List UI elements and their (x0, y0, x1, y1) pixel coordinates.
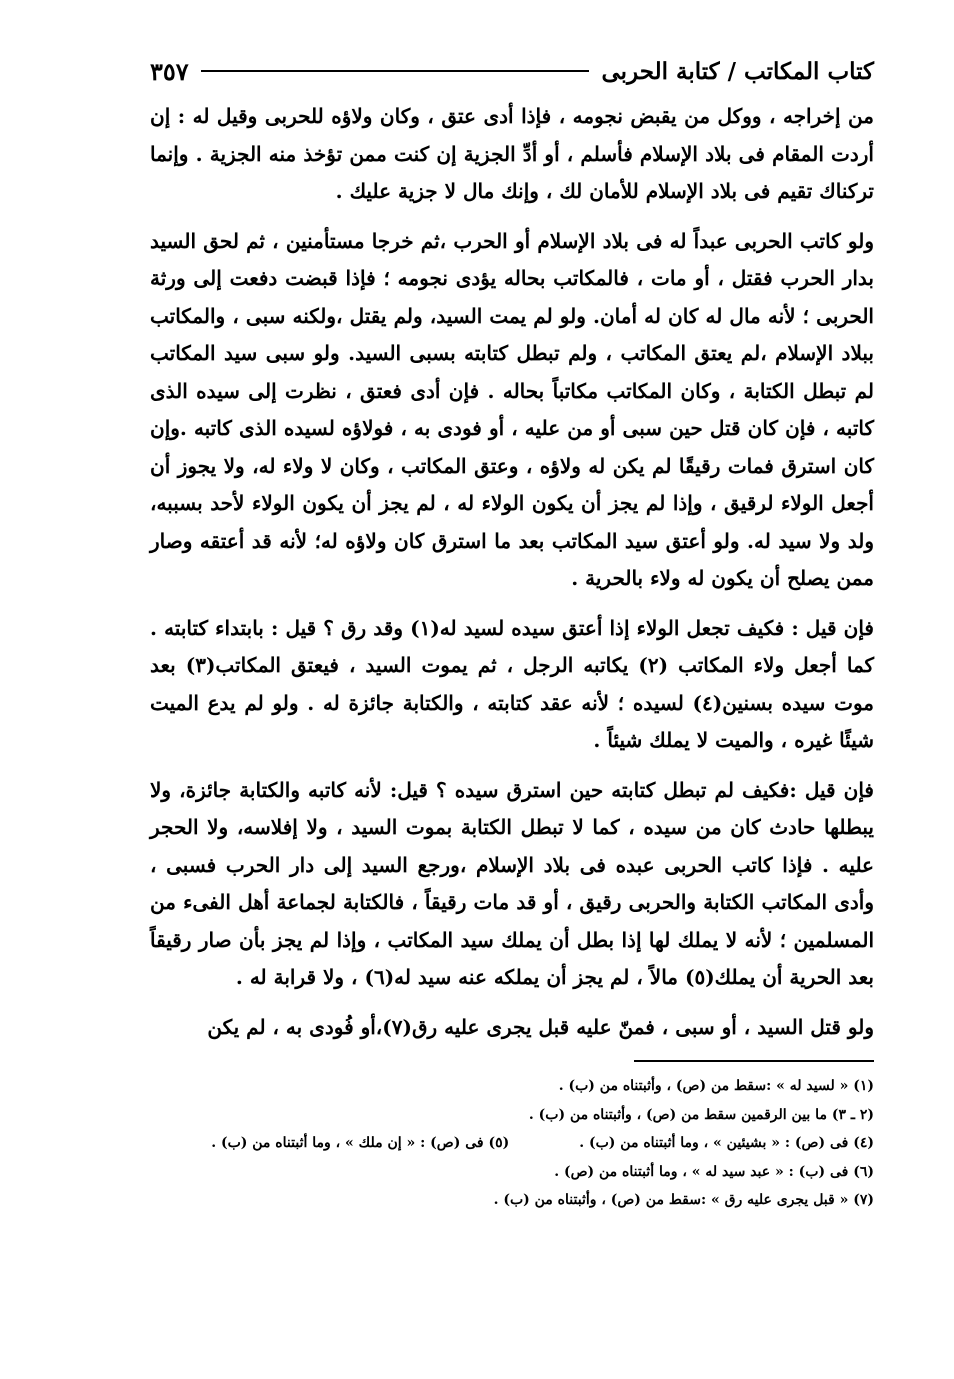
footnote: (٥) فى (ص) : « إن ملك » ، وما أثبتناه من (ب) . (211, 1135, 510, 1151)
footnote: (١) « لسيد له » :سقط من (ص) ، وأثبتناه من (ب) . (558, 1078, 874, 1094)
paragraph: من إخراجه ، ووكل من يقبض نجومه ، فإذا أدى عتق ، وكان ولاؤه للحربى وقيل له : إن أردت المقام فى بلاد الإسلام فأسلم ، أو أدِّ الجزية إن كنت ممن تؤخذ منه الجزية . وإنما تركناك تقيم فى بلاد الإسلام للأمان لك ، وإنك مال لا جزية عليك . (150, 104, 874, 203)
main-text (150, 98, 874, 1046)
footnote: (٢ ـ ٣) ما بين الرقمين سقط من (ص) ، وأثبتناه من (ب) . (528, 1106, 874, 1123)
paragraph: فإن قيل :فكيف لم تبطل كتابته حين استرق سيده ؟ قيل: لأنه كاتبه والكتابة جائزة، ولا يبطلها حادث كان من سيده ، كما لا تبطل الكتابة بموت السيد ، ولا إفلاسه، ولا الحجر عليه . فإذا كاتب الحربى عبده فى بلاد الإسلام ،ورجع السيد إلى دار الحرب فسبى ، وأدى المكاتب الكتابة والحربى رقيق ، أو قد مات رقيقاً ، فالكتابة لجماعة أهل الفىء من المسلمين ؛ لأنه لا يملك لها إذا بطل أن يملك سيد المكاتب ، وإذا لم يجز بأن صار رقيقاً بعد الحرية أن يملك(٥) مالاً ، لم يجز أن يملكه عنه سيد له(٦) ، ولا قرابة له . (150, 777, 874, 989)
footnote-separator (634, 1060, 874, 1062)
paragraph: فإن قيل : فكيف تجعل الولاء إذا أعتق سيده لسيد له(١) وقد رق ؟ قيل : بابتداء كتابته . كما أجعل ولاء المكاتب (٢) يكاتبه الرجل ، ثم يموت السيد ، فيعتق المكاتب(٣) بعد موت سيده بسنين(٤) لسيده ؛ لأنه عقد كتابته ، والكتابة جائزة له . ولو لم يدع الميت شيئًا غيره ، والميت لا يملك شيئاً . (150, 615, 875, 752)
footnote: (٧) « قبل يجرى عليه رق » :سقط من (ص) ، وأثبتناه من (ب) . (493, 1192, 874, 1208)
footnote: (٦) فى (ب) : « عبد سيد له » ، وما أثبتناه من (ص) . (554, 1163, 874, 1180)
paragraph: ولو قتل السيد ، أو سبى ، فمنّ عليه قبل يجرى عليه رق(٧)،أو فُودى به ، لم يكن (207, 1014, 874, 1039)
page-header (150, 50, 874, 92)
running-title: كتاب المكاتب / كتابة الحربى (601, 57, 874, 85)
page-number: ٣٥٧ (150, 56, 189, 86)
footnote: (٤) فى (ص) : « بشيئين » ، وما أثبتناه من (ب) . (579, 1135, 874, 1151)
header-rule (201, 70, 590, 72)
paragraph: ولو كاتب الحربى عبداً له فى بلاد الإسلام أو الحرب ،ثم خرجا مستأمنين ، ثم لحق السيد بدار الحرب فقتل ، أو مات ، فالمكاتب بحاله يؤدى نجومه ؛ فإذا قبضت دفعت إلى ورثة الحربى ؛ لأنه مال له كان له أمان. ولو لم يمت السيد، ولم يقتل ،ولكنه سبى ، والمكاتب ببلاد الإسلام ،لم يعتق المكاتب ، ولم تبطل كتابته بسبى السيد. ولو سبى سيد المكاتب لم تبطل الكتابة ، وكان المكاتب مكاتباً بحاله . فإن أدى فعتق ، نظرت إلى سيده الذى كاتبه ، فإن كان قتل حين سبى أو من عليه ، أو فودى به ، فولاؤه لسيده الذى كاتبه .وإن كان استرق فمات رقيقًا لم يكن له ولاؤه ، وعتق المكاتب ، وكان لا ولاء له، ولا يجوز أن أجعل الولاء لرقيق ، وإذا لم يجز أن يكون الولاء له ، لم يجز أن يكون الولاء لأحد بسببه، ولد ولا سيد له. ولو أعتق سيد المكاتب بعد ما استرق كان ولاؤه له؛ لأنه قد أعتقه وصار ممن يصلح أن يكون له ولاء بالحرية . (150, 228, 874, 590)
footnote-line (150, 1129, 874, 1158)
footnotes (150, 1072, 874, 1215)
